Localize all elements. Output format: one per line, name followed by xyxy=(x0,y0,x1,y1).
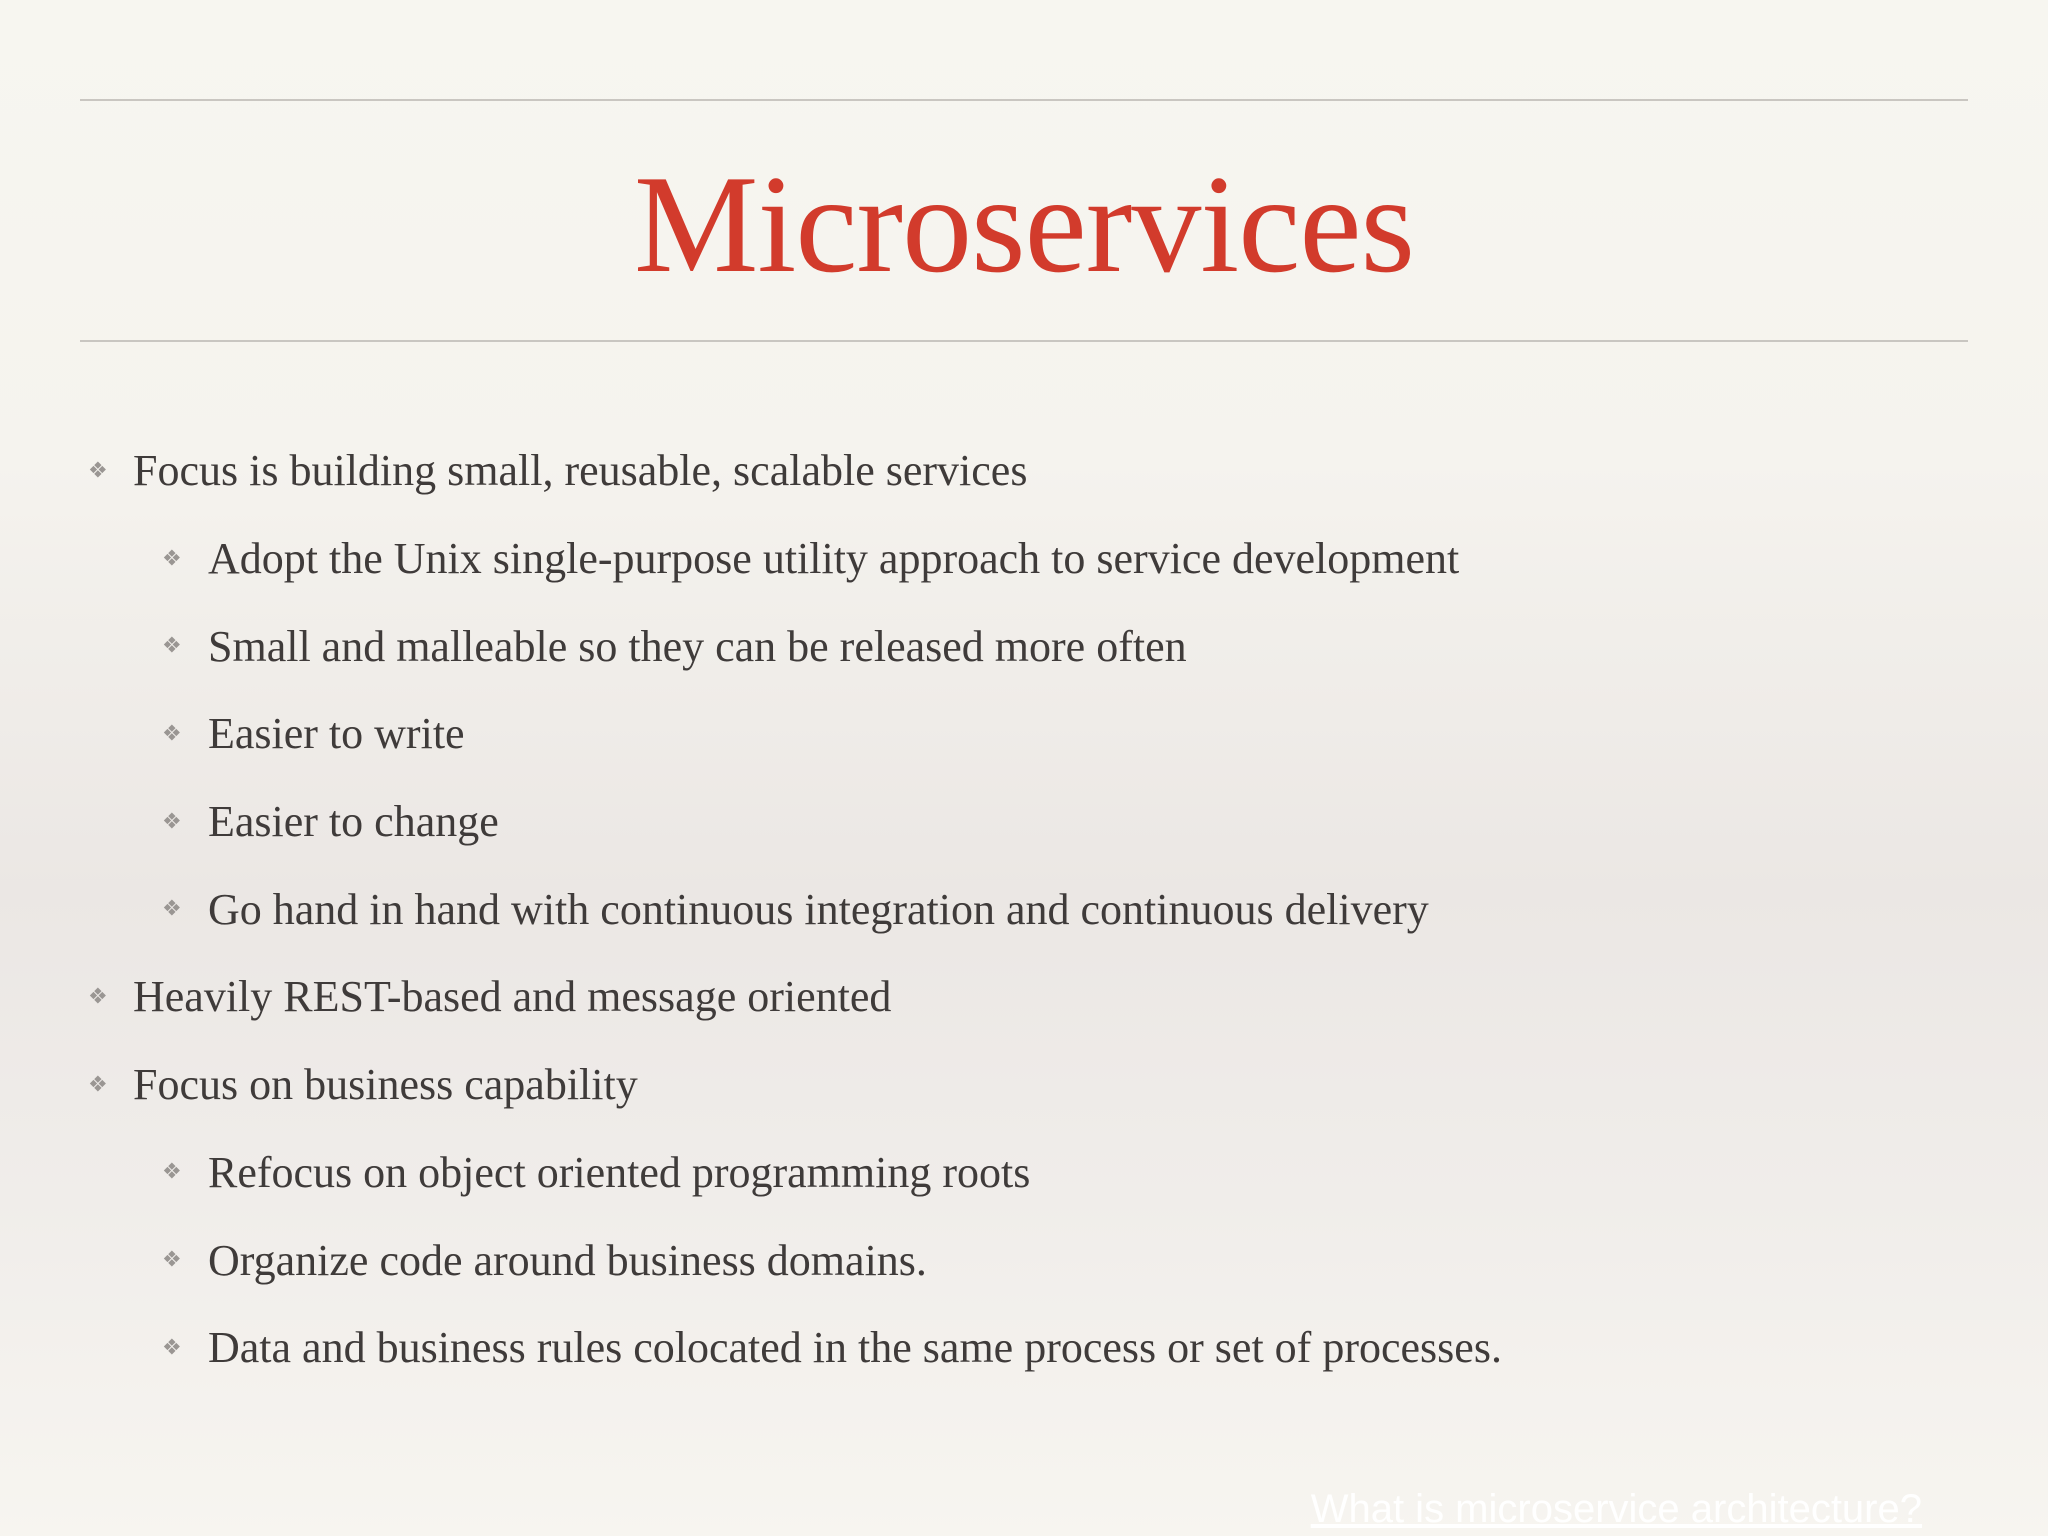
bullet-text: Heavily REST-based and message oriented xyxy=(133,972,892,1022)
slide-title: Microservices xyxy=(633,147,1415,302)
sub-bullet-item xyxy=(0,515,2048,603)
bullet-text: Small and malleable so they can be released more often xyxy=(208,621,1187,671)
bullet-text: Go hand in hand with continuous integration and continuous delivery xyxy=(208,884,1429,934)
diamond-fleuron-icon: ❖ xyxy=(162,633,182,659)
sub-bullet-item xyxy=(0,602,2048,690)
bullet-item xyxy=(0,427,2048,515)
title-top-divider xyxy=(80,99,1968,101)
diamond-fleuron-icon: ❖ xyxy=(162,809,182,835)
sub-bullet-item xyxy=(0,778,2048,866)
sub-bullet-item xyxy=(0,1129,2048,1217)
bullet-item xyxy=(0,953,2048,1041)
bullet-text: Refocus on object oriented programming roots xyxy=(208,1147,1031,1197)
diamond-fleuron-icon: ❖ xyxy=(162,1335,182,1361)
bullet-text: Focus on business capability xyxy=(133,1060,638,1110)
sub-bullet-item xyxy=(0,1304,2048,1392)
title-bottom-divider xyxy=(80,340,1968,342)
bullet-text: Focus is building small, reusable, scalable services xyxy=(133,446,1028,496)
diamond-fleuron-icon: ❖ xyxy=(162,546,182,572)
bullet-item xyxy=(0,1041,2048,1129)
diamond-fleuron-icon: ❖ xyxy=(88,984,108,1010)
bullet-text: Adopt the Unix single-purpose utility approach to service development xyxy=(208,534,1460,584)
diamond-fleuron-icon: ❖ xyxy=(88,1072,108,1098)
diamond-fleuron-icon: ❖ xyxy=(162,1247,182,1273)
sub-bullet-item xyxy=(0,1216,2048,1304)
bullet-text: Easier to change xyxy=(208,797,499,847)
bullet-list xyxy=(0,427,2048,1392)
footer-link[interactable]: What is microservice architecture? xyxy=(1310,1487,1922,1531)
bullet-text: Data and business rules colocated in the same process or set of processes. xyxy=(208,1323,1502,1373)
diamond-fleuron-icon: ❖ xyxy=(162,896,182,922)
bullet-text: Easier to write xyxy=(208,709,465,759)
sub-bullet-item xyxy=(0,865,2048,953)
diamond-fleuron-icon: ❖ xyxy=(162,721,182,747)
bullet-text: Organize code around business domains. xyxy=(208,1235,927,1285)
sub-bullet-item xyxy=(0,690,2048,778)
diamond-fleuron-icon: ❖ xyxy=(88,458,108,484)
diamond-fleuron-icon: ❖ xyxy=(162,1159,182,1185)
